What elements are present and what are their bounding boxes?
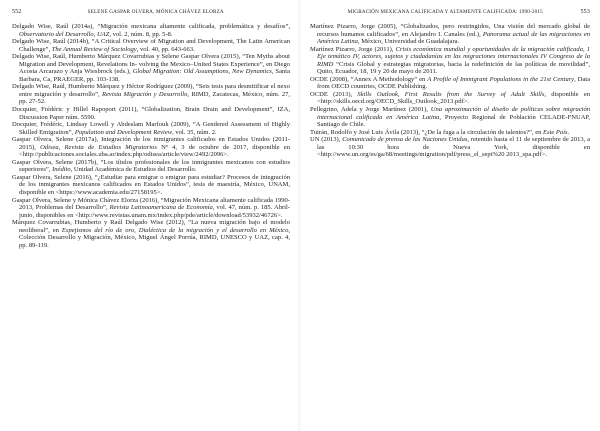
reference-text: Gaspar Olvera, Selene (2017b), “Los títulos profesionales de los inmigrantes mexicanos con estudios superiores”, [12,158,290,174]
reference-entry [310,46,590,76]
reference-title-italic: Revista Latinoamericana de Economía [109,204,213,212]
left-running-head-authors: SELENE GASPAR OLVERA, MÓNICA CHÁVEZ ELORZA [87,9,224,15]
reference-entry [12,38,290,53]
reference-text: , Colección Desarrollo y Migración, México, Miguel Ángel Porrúa, RIMD, UNESCO y UAZ, cap. 4, pp. 89-119. [19,226,291,249]
reference-entry [12,53,290,83]
reference-entry [12,106,290,121]
reference-title-italic: Este País [543,128,568,136]
reference-title-italic: Population and Development Review [74,128,173,136]
right-page [304,0,600,431]
right-running-head-title: MIGRACIÓN MEXICANA CALIFICADA Y ALTAMENTE CALIFICADA: 1990-2015 [347,9,543,15]
reference-text: Delgado Wise, Raúl (2014a), “Migración mexicana altamente calificada, problemática y desafíos”, [12,23,290,30]
reference-entry [12,121,290,136]
reference-text: , Proyecto Regional de Población CELADE-FNUAP, Santiago de Chile. [317,113,590,129]
reference-title-italic: A Profile of Immigrant Populations in the 21st Century [427,75,575,83]
right-running-head [310,9,590,15]
reference-text: , vol. 35, núm. 2. [172,128,217,136]
reference-text: OCDE (2008), “Annex A Methodology” en [310,75,428,83]
reference-text: Gaspar Olvera, Selene (2016), “¿Estudiar para emigrar o emigrar para estudiar? Procesos de integración de los inmigrantes mexicanos calificados en Estados Unidos”, tesis de maestría, México, UNAM, disponible en <https://www.academia.edu/27158195>. [12,173,290,197]
reference-entry [12,219,290,249]
left-page-number: 552 [12,9,22,15]
reference-title-italic: The Annual Review of Sociology [51,45,137,53]
reference-text: Martínez Pizarro, Jorge (2005), “Globalizados, pero restringidos, Una visión del mercado global de recursos humanos calificados”, en Alejandro I. Canales (ed.), [310,23,590,38]
reference-text: , disponible en <http://skills.oecd.org/OECD_Skills_Outlook_2013.pdf>. [317,90,590,106]
reference-text: Delgado Wise, Raúl, Humberto Márquez y Héctor Rodríguez (2009), “Seis tesis para desmitificar el nexo entre migración y desarrollo”, [12,83,290,98]
reference-text: , vol. 40, pp. 643-663. [136,45,195,53]
reference-text: Docquier, Frédéric y Hillel Rapoport (2011), “Globalization, Brain Drain and Development”, IZA, Discussion Paper núm. 5590. [12,106,290,121]
reference-text: Martínez Pizarro, Jorge (2011), [310,45,396,53]
reference-text: OCDE (2013), [310,90,358,98]
right-page-number: 553 [580,9,590,15]
reference-text: , retenido hasta el 11 de septiembre de 2013, a las 10:30 hora de Nueva York, disponible en <http://www.un.org/es/ga/68/meetings/migration/pdf/press_el_sept%20 2013_spa.pdf>. [317,136,591,159]
reference-entry [310,106,590,129]
reference-entry [12,197,290,220]
left-running-head [12,9,290,15]
reference-text: Delgado Wise, Raúl (2014b), “A Critical Overview of Migration and Development, The Latin American Challenge”, [12,38,290,53]
reference-text: , México, Universidad de Guadalajara. [357,38,460,46]
left-reference-list [12,23,290,249]
reference-title-italic: Observatorio del Desarrollo, UAZ [19,30,110,38]
reference-text: Gaspar Olvera, Selene (2017a), Integración de los inmigrantes calificados en Estados Unidos (2011-2015), [12,136,290,151]
reference-title-italic: Una aproximación al diseño de políticas sobre migración internacional calificada en América Latina [317,106,590,121]
reference-entry [12,23,290,38]
reference-text: , Santa Barbara, Ca, PRAEGER, pp. 103-138. [19,68,290,83]
reference-title-italic: Comunicado de prensa de las Naciones Unidas [342,136,468,144]
reference-text: , Unidad Académica de Estudios del Desarrollo. [70,166,197,174]
reference-entry [310,136,590,159]
reference-text: Tuirán, Rodolfo y José Luis Ávila (2013), “¿De la fuga a la circulación de talentos?”, en [310,128,544,136]
reference-text: , vol. 2, núm. 8, pp. 5-8. [109,30,173,38]
reference-entry [12,83,290,106]
reference-text: Gaspar Olvera, Selene y Mónica Chávez Elorza (2016), “Migración Mexicana altamente calificada 1990-2013, Problemas del Desarrollo”, [12,196,290,212]
reference-entry [12,159,290,174]
reference-title-italic: Crisis económica mundial y oportunidades de la migración calificada, 1 Eje temático IV, actores, sujetos y ciudadanías en las migraciones internacionales IV Congreso de la RIMD [317,45,590,68]
reference-title-italic: Odisea, Revista de Estudios Migratorios [40,143,157,151]
reference-entry [310,76,590,91]
right-reference-list [310,23,590,159]
reference-text: UN (2013), [310,136,343,144]
reference-entry [310,23,590,46]
reference-title-italic: Panorama actual de las migraciones en América Latina [317,30,590,46]
reference-text: , vol. 47, núm. p. 185. Abril-junio, disponibles en <http://www.revistas.unam.mx/index.php/pde/article/download/53932/46726>. [19,204,290,219]
reference-text: Márquez Covarrubias, Humberto y Raúl Delgado Wise (2012), “La nueva migración bajo el modelo neoliberal”, en [12,219,290,234]
reference-entry [310,91,590,106]
reference-text: Nº 4, 3 de octubre de 2017, disponible en <http://publicaciones.sociales.uba.ar/index.php/odisea/article/view/2492/2096>. [19,143,290,159]
reference-title-italic: Inédito [52,166,71,174]
reference-text: “Crisis Global y estrategias migratorias, hacia la redefinición de las políticas de movilidad”, Quito, Ecuador, 18, 19 y 20 de mayo de 2011. [317,60,590,76]
reference-text: Delgado Wise, Raúl, Humberto Márquez Covarrubias y Selene Gaspar Olvera (2015), “Ten Myths about Migration and Development, Revelations In- volving the Mexico–United States Experience”, en Diego Acosta Arcarazo y Anja Wiesbrock (eds.), [12,53,290,76]
reference-text: . [567,128,570,136]
reference-text: , RIMD, Zacatecas, México, núm. 27, pp. 27-52. [19,90,291,106]
left-page [0,0,296,431]
reference-entry [310,129,590,137]
reference-title-italic: Skills Outlook, First Results from the Survey of Adult Skills [357,90,545,98]
reference-title-italic: Global Migration: Old Assumptions, New Dynamics [132,68,272,76]
reference-text: Pellegrino, Adela y Jorge Martínez (2001), [310,106,431,114]
page-gutter [298,0,302,431]
reference-text: , Data from OECD countries, OCDE Publishing. [317,75,590,91]
reference-title-italic: Revista Migración y Desarrollo [102,90,188,98]
reference-title-italic: Espejismos del río de oro, Dialéctica de la migración y el desarrollo en México [61,226,289,234]
reference-entry [12,174,290,197]
reference-entry [12,136,290,159]
reference-text: Docquier, Frédéric, Lindsay Lowell y Abdeslam Marfouk (2009), “A Gendered Assessment of Highly Skilled Emigration”, [12,121,290,136]
